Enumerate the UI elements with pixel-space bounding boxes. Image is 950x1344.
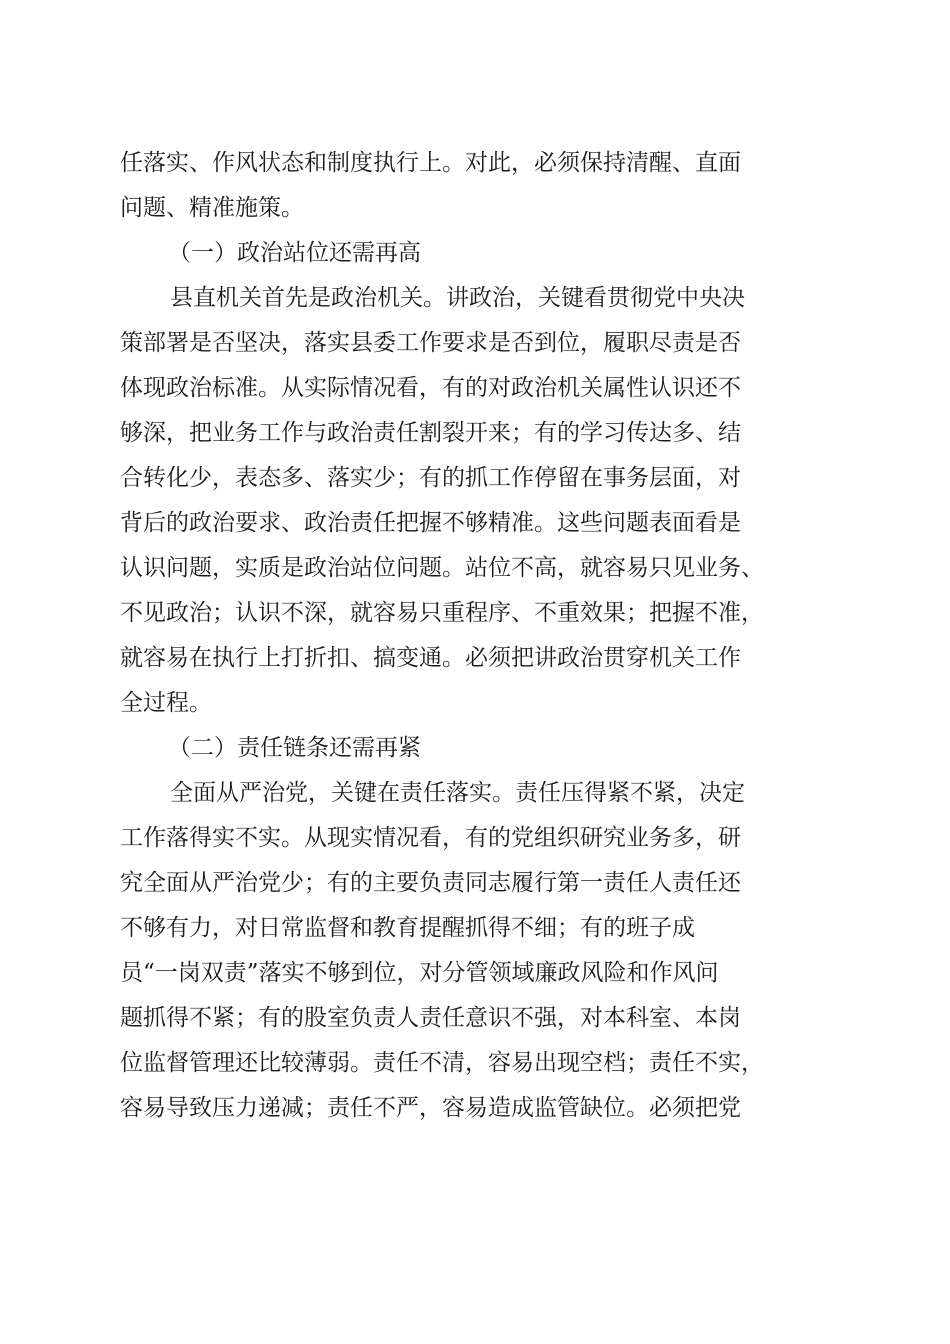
body-text-line: 工作落得实不实。从现实情况看，有的党组织研究业务多，研 [120, 825, 741, 851]
body-text-line: 体现政治标准。从实际情况看，有的对政治机关属性认识还不 [120, 375, 741, 401]
body-text-line: 就容易在执行上打折扣、搞变通。必须把讲政治贯穿机关工作 [120, 645, 741, 671]
body-text-line: 员“一岗双责”落实不够到位，对分管领域廉政风险和作风问 [120, 960, 719, 986]
body-text-line: 问题、精准施策。 [120, 195, 304, 221]
section-heading: （一）政治站位还需再高 [168, 240, 421, 266]
body-text-line: 容易导致压力递减；责任不严，容易造成监管缺位。必须把党 [120, 1095, 741, 1121]
body-text-line: 合转化少，表态多、落实少；有的抓工作停留在事务层面，对 [120, 465, 741, 491]
body-text-line: 背后的政治要求、政治责任把握不够精准。这些问题表面看是 [120, 510, 741, 536]
section-heading: （二）责任链条还需再紧 [168, 735, 421, 761]
body-text-line: 策部署是否坚决，落实县委工作要求是否到位，履职尽责是否 [120, 330, 741, 356]
body-text-line: 全面从严治党，关键在责任落实。责任压得紧不紧，决定 [170, 780, 745, 806]
body-text-line: 题抓得不紧；有的股室负责人责任意识不强，对本科室、本岗 [120, 1005, 741, 1031]
body-text-line: 不见政治；认识不深，就容易只重程序、不重效果；把握不准， [120, 600, 764, 626]
body-text-line: 认识问题，实质是政治站位问题。站位不高，就容易只见业务、 [120, 555, 764, 581]
body-text-line: 位监督管理还比较薄弱。责任不清，容易出现空档；责任不实， [120, 1050, 764, 1076]
body-text-line: 够深，把业务工作与政治责任割裂开来；有的学习传达多、结 [120, 420, 741, 446]
body-text-line: 究全面从严治党少；有的主要负责同志履行第一责任人责任还 [120, 870, 741, 896]
body-text-line: 全过程。 [120, 690, 212, 716]
body-text-line: 县直机关首先是政治机关。讲政治，关键看贯彻党中央决 [170, 285, 745, 311]
body-text-line: 任落实、作风状态和制度执行上。对此，必须保持清醒、直面 [120, 150, 741, 176]
body-text-line: 不够有力，对日常监督和教育提醒抓得不细；有的班子成 [120, 915, 695, 941]
